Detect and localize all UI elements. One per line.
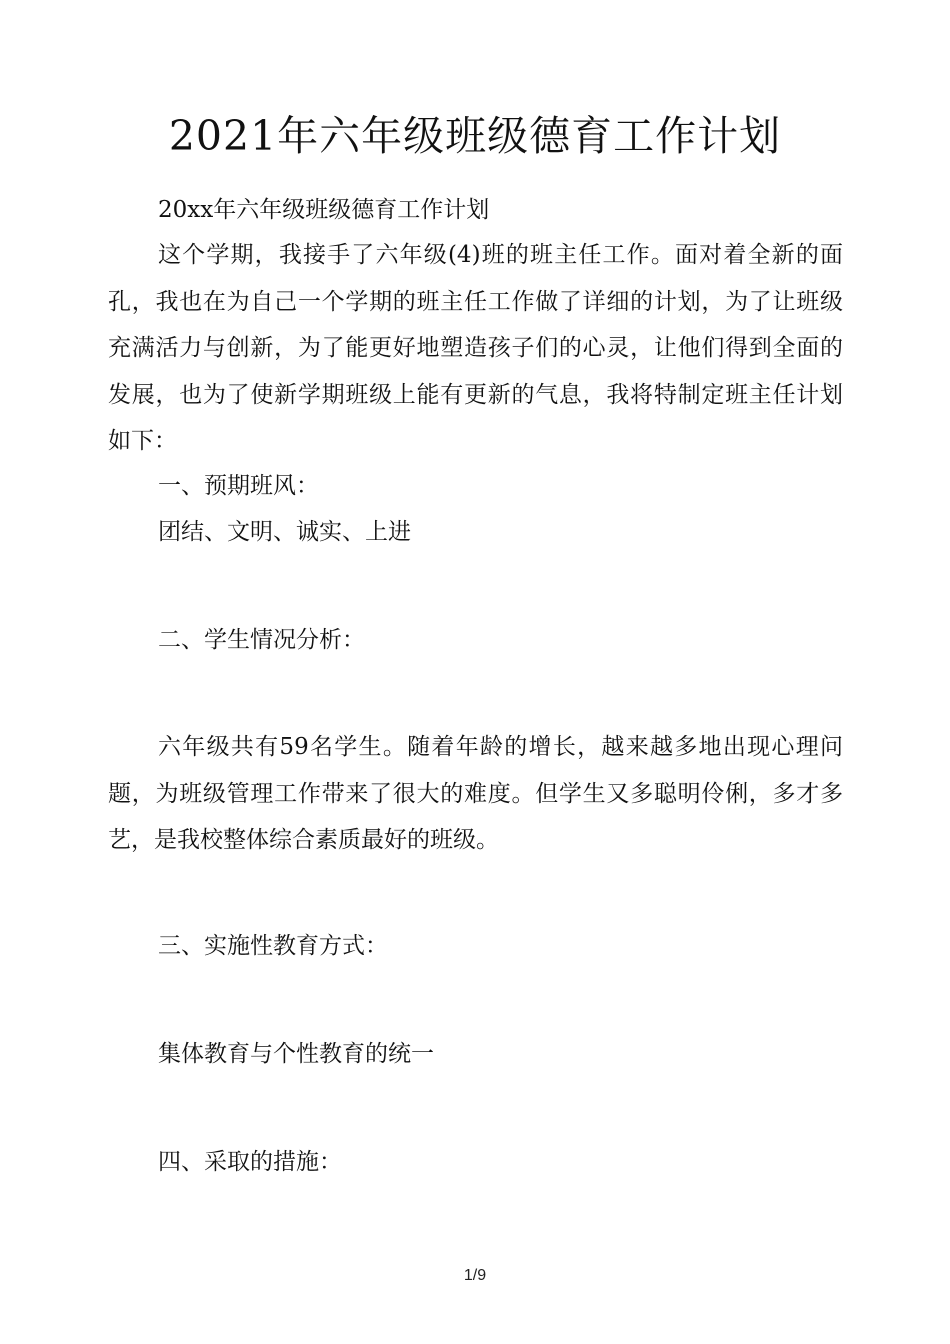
document-subtitle: 20xx年六年级班级德育工作计划 bbox=[158, 197, 490, 223]
section-heading-3: 三、实施性教育方式： bbox=[158, 933, 388, 959]
section-heading-1: 一、预期班风： bbox=[158, 473, 319, 499]
section-heading-2: 二、学生情况分析： bbox=[158, 627, 365, 653]
page-number: 1/9 bbox=[463, 1267, 487, 1284]
intro-paragraph: 这个学期，我接手了六年级(4)班的班主任工作。面对着全新的面孔，我也在为自己一个学期的班主任工作做了详细的计划，为了让班级充满活力与创新，为了能更好地塑造孩子们的心灵，让他们得到全面的发展，也为了使新学期班级上能有更新的气息，我将特制定班主任计划如下： bbox=[108, 242, 843, 454]
document-title: 2021年六年级班级德育工作计划 bbox=[168, 112, 782, 160]
section-body-1: 团结、文明、诚实、上进 bbox=[158, 519, 411, 545]
section-body-2: 六年级共有59名学生。随着年龄的增长，越来越多地出现心理问题，为班级管理工作带来了很大的难度。但学生又多聪明伶俐，多才多艺，是我校整体综合素质最好的班级。 bbox=[108, 734, 843, 853]
section-body-3: 集体教育与个性教育的统一 bbox=[158, 1041, 434, 1067]
section-heading-4: 四、采取的措施： bbox=[158, 1149, 342, 1175]
